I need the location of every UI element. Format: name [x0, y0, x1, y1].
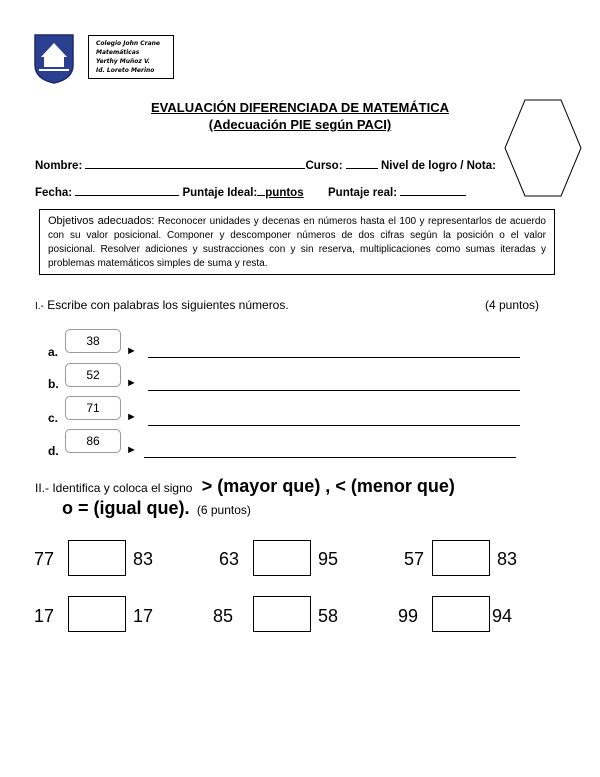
item-letter: c. [48, 411, 59, 425]
section2-heading-line2 [62, 498, 251, 519]
page-subtitle: (Adecuación PIE según PACI) [208, 117, 392, 132]
puntaje-real-label: Puntaje real: [328, 187, 398, 199]
form-row-score [35, 184, 466, 199]
curso-label: Curso: [305, 160, 343, 172]
section2-instruction: Identifica y coloca el signo [52, 481, 193, 495]
item-letter: d. [48, 444, 59, 458]
answer-line-d[interactable] [144, 457, 516, 458]
number-box: 38 [65, 329, 121, 353]
school-info-box [88, 35, 174, 79]
section2-roman: II.- [35, 481, 49, 495]
compare-answer-box[interactable] [68, 540, 126, 576]
subject: Matemáticas [96, 49, 140, 56]
puntaje-real-field[interactable] [400, 184, 466, 196]
arrow-icon: ► [126, 377, 137, 389]
compare-right-number: 95 [318, 549, 339, 569]
compare-left-number: 77 [34, 549, 55, 569]
answer-line-c[interactable] [148, 425, 520, 426]
compare-left-number: 63 [219, 549, 240, 569]
section1-instruction: Escribe con palabras los siguientes números. [47, 298, 289, 312]
item-letter: b. [48, 377, 59, 391]
section2-points: (6 puntos) [196, 503, 251, 517]
compare-left-number: 57 [404, 549, 425, 569]
compare-answer-box[interactable] [253, 596, 311, 632]
compare-right-number: 94 [492, 606, 513, 626]
compare-right-number: 58 [318, 606, 339, 626]
fecha-field[interactable] [75, 184, 179, 196]
nombre-field[interactable] [85, 157, 305, 169]
compare-left-number: 17 [34, 606, 55, 626]
nivel-label: Nivel de logro / Nota: [380, 160, 496, 172]
compare-right-number: 17 [133, 606, 154, 626]
arrow-icon: ► [126, 345, 137, 357]
number-box: 71 [65, 396, 121, 420]
school-name: Colegio John Crane [96, 40, 160, 47]
page-title: EVALUACIÓN DIFERENCIADA DE MATEMÁTICA [150, 100, 450, 115]
form-row-name [35, 157, 496, 172]
compare-answer-box[interactable] [432, 540, 490, 576]
section2-signs-2: o = (igual que). [62, 498, 190, 518]
compare-answer-box[interactable] [253, 540, 311, 576]
nombre-label: Nombre: [35, 160, 83, 172]
compare-answer-box[interactable] [68, 596, 126, 632]
fecha-label: Fecha: [35, 187, 73, 199]
curso-field[interactable] [346, 157, 378, 169]
puntaje-ideal-label: Puntaje Ideal: [182, 187, 258, 199]
objectives-box [39, 209, 555, 275]
compare-right-number: 83 [497, 549, 518, 569]
section1-points: (4 puntos) [485, 298, 540, 312]
objectives-text: Reconocer unidades y decenas en números hasta el 100 y representarlos de acuerdo con su valor posicional. Componer y descomponer números de dos cifras según la posición o el valor posicional. Resolver adiciones y sustracciones con y sin reserva, multiplicaciones como sumas iteradas y problemas matemáticos simples de suma y resta. [48, 216, 546, 269]
objectives-label: Objetivos adecuados: [48, 215, 155, 227]
number-box: 86 [65, 429, 121, 453]
answer-line-a[interactable] [148, 357, 520, 358]
compare-right-number: 83 [133, 549, 154, 569]
number-box: 52 [65, 363, 121, 387]
section1-roman: I.- [35, 301, 44, 312]
grade-hexagon[interactable] [503, 98, 583, 198]
arrow-icon: ► [126, 411, 137, 423]
puntos-label: puntos [265, 187, 304, 199]
compare-answer-box[interactable] [432, 596, 490, 632]
answer-line-b[interactable] [148, 390, 520, 391]
arrow-icon: ► [126, 444, 137, 456]
assistant-name: Id. Loreto Merino [96, 67, 155, 74]
teacher-name: Yerthy Muñoz V. [96, 58, 150, 65]
section2-heading [35, 476, 455, 497]
compare-left-number: 85 [213, 606, 234, 626]
school-logo [33, 33, 75, 85]
compare-left-number: 99 [398, 606, 419, 626]
section2-signs-1: > (mayor que) , < (menor que) [201, 476, 455, 496]
section1-heading [35, 298, 289, 312]
item-letter: a. [48, 345, 59, 359]
